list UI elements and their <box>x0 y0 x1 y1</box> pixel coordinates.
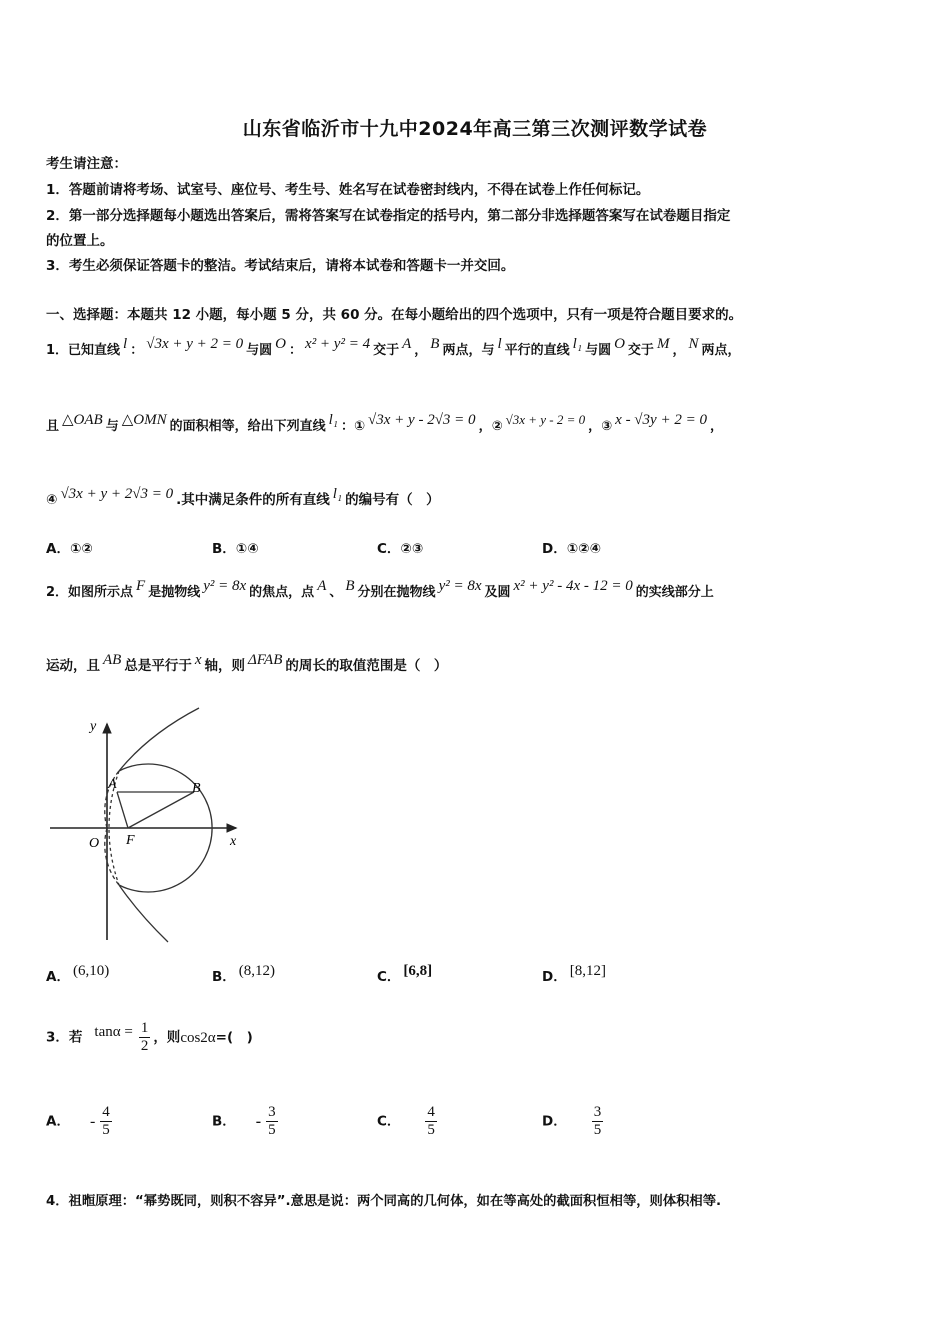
option-b[interactable]: B． - $\frac{3}{5}$ <box>212 1104 276 1138</box>
option-c[interactable]: C．②③ <box>377 541 424 557</box>
question-1-line-3: ④ √3x + y + 2√3 = 0 .其中满足条件的所有直线 l₁ 的编号有（ ） <box>46 486 440 508</box>
option-a[interactable]: A． (6,10) <box>46 963 110 985</box>
option-c[interactable]: C． [6,8] <box>377 963 433 985</box>
option-a[interactable]: A．①② <box>46 541 93 557</box>
notice-item: 3．考生必须保证答题卡的整洁。考试结束后，请将本试卷和答题卡一并交回。 <box>46 258 515 274</box>
notice-heading: 考生请注意： <box>46 156 127 172</box>
label-x: x <box>230 834 237 849</box>
label-f: F <box>126 833 135 848</box>
section-heading: 一、选择题：本题共 12 小题，每小题 5 分，共 60 分。在每小题给出的四个选项中，只有一项是符合题目要求的。 <box>46 307 743 323</box>
question-2-line-1: 2．如图所示点 F 是抛物线 y² = 8x 的焦点，点 A 、 B 分别在抛物线 y² = 8x 及圆 x² + y² - 4x - 12 = 0 的实线部分上 <box>46 578 714 600</box>
option-b[interactable]: B． (8,12) <box>212 963 276 985</box>
notice-item: 2．第一部分选择题每小题选出答案后，需将答案写在试卷指定的括号内，第二部分非选择题答案写在试卷题目指定 <box>46 208 731 224</box>
notice-item: 1．答题前请将考场、试室号、座位号、考生号、姓名写在试卷密封线内，不得在试卷上作任何标记。 <box>46 182 650 198</box>
label-o: O <box>89 836 100 851</box>
question-1-line-2: 且 △OAB 与 △OMN 的面积相等，给出下列直线 l₁ ：① √3x + y - 2√3 = 0 ，② √3x + y - 2 = 0 ，③ x - √3y + 2 = 0 ， <box>46 412 723 434</box>
notice-item: 的位置上。 <box>46 233 114 249</box>
question-3: 3．若 tanα = $\frac{1}{2}$ ，则cos2α=( ) <box>46 1020 253 1054</box>
parabola-circle-figure <box>44 704 254 950</box>
parabola-lower <box>119 885 168 942</box>
label-a: A <box>108 777 117 792</box>
page-title: 山东省临沂市十九中2024年高三第三次测评数学试卷 <box>242 118 708 140</box>
parabola-upper <box>119 708 199 771</box>
label-y: y <box>90 719 97 734</box>
option-b[interactable]: B．①④ <box>212 541 259 557</box>
option-d[interactable]: D． $\frac{3}{5}$ <box>542 1104 602 1138</box>
option-c[interactable]: C． $\frac{4}{5}$ <box>377 1104 435 1138</box>
segment-af <box>117 792 128 828</box>
label-b: B <box>192 781 201 796</box>
option-a[interactable]: A． - $\frac{4}{5}$ <box>46 1104 110 1138</box>
question-1-line-1: 1．已知直线 l ： √3x + y + 2 = 0 与圆 O ： x² + y² = 4 交于 A ， B 两点，与 l 平行的直线 l₁ 与圆 O 交于 M ， N 两点， <box>46 336 741 358</box>
option-d[interactable]: D． [8,12] <box>542 963 606 985</box>
fraction: $\frac{1}{2}$ <box>140 1020 149 1054</box>
question-4: 4．祖暅原理：“幂势既同，则积不容异”.意思是说：两个同高的几何体，如在等高处的截面积恒相等，则体积相等. <box>46 1194 722 1209</box>
question-2-line-2: 运动，且 AB 总是平行于 x 轴，则 ΔFAB 的周长的取值范围是（ ） <box>46 652 448 674</box>
segment-bf <box>128 792 194 828</box>
option-d[interactable]: D．①②④ <box>542 541 602 557</box>
